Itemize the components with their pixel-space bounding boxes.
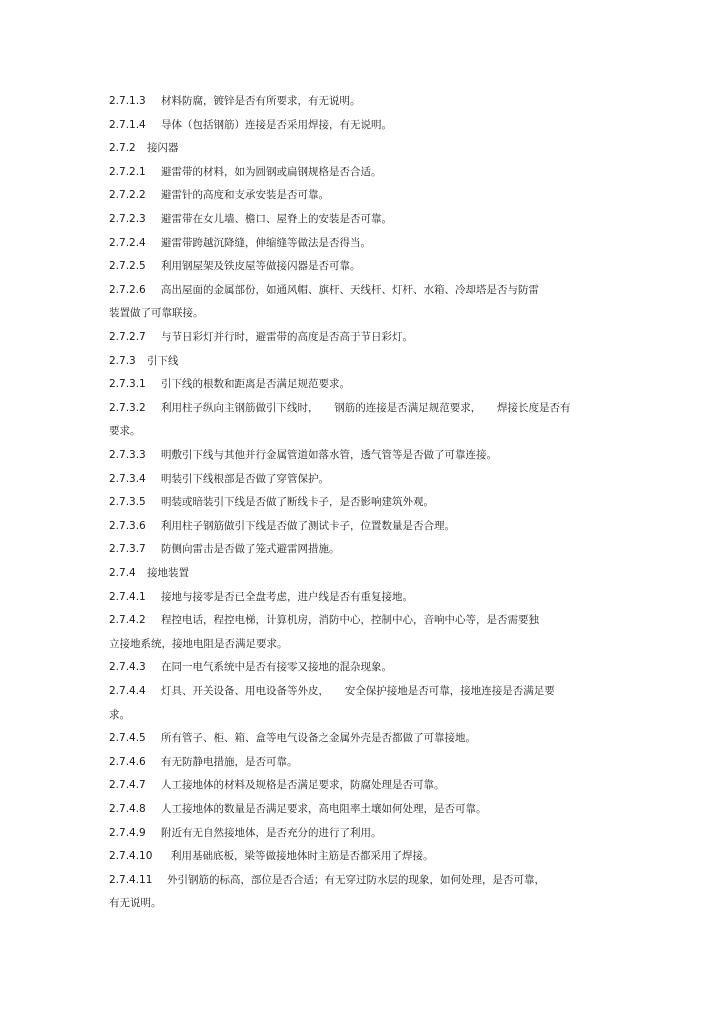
clause-number: 2.7.2.6: [109, 284, 146, 296]
clause-text: 材料防腐，镀锌是否有所要求，有无说明。: [161, 95, 361, 107]
clause-text: 与节日彩灯并行时，避雷带的高度是否高于节日彩灯。: [161, 331, 413, 343]
section-2-7-2: [109, 141, 609, 155]
clause-continuation: [109, 424, 609, 438]
clause-number: 2.7.4.11: [109, 874, 153, 886]
clause-number: 2.7.3.4: [109, 473, 146, 485]
clause-text: 外引钢筋的标高，部位是否合适；有无穿过防水层的现象，如何处理，是否可靠，: [167, 874, 545, 886]
section-2-7-3: [109, 354, 609, 368]
clause-text: 明装或暗装引下线是否做了断线卡子，是否影响建筑外观。: [161, 496, 434, 508]
clause-number: 2.7.4.8: [109, 803, 146, 815]
clause-number: 2.7.2.7: [109, 331, 146, 343]
clause-text: 利用基础底板，梁等做接地体时主筋是否都采用了焊接。: [171, 850, 434, 862]
clause-text: 导体（包括钢筋）连接是否采用焊接，有无说明。: [161, 119, 392, 131]
clause-text: 所有管子、柜、箱、盒等电气设备之金属外壳是否都做了可靠接地。: [161, 732, 476, 744]
section-title: 接地装置: [147, 567, 189, 579]
clause-text: 人工接地体的材料及规格是否满足要求，防腐处理是否可靠。: [161, 779, 445, 791]
clause-text: 人工接地体的数量是否满足要求，高电阻率土壤如何处理，是否可靠。: [161, 803, 487, 815]
clause-text: 接地与接零是否已全盘考虑，进户线是否有重复接地。: [161, 591, 413, 603]
clause-text: 灯具、开关设备、用电设备等外皮， 安全保护接地是否可靠，接地连接是否满足要: [161, 685, 555, 697]
clause-text: 求。: [109, 709, 130, 721]
section-title: 接闪器: [147, 142, 179, 154]
clause-text: 装置做了可靠联接。: [109, 307, 204, 319]
clause-number: 2.7.3.7: [109, 543, 146, 555]
clause-number: 2.7.1.4: [109, 119, 146, 131]
clause-number: 2.7.3.2: [109, 402, 146, 414]
clause-2-7-3-4: [109, 472, 609, 486]
clause-text: 避雷带在女儿墙、檐口、屋脊上的安装是否可靠。: [161, 213, 392, 225]
clause-number: 2.7.4.2: [109, 614, 146, 626]
clause-number: 2.7.2.5: [109, 260, 146, 272]
clause-number: 2.7.2.2: [109, 189, 146, 201]
clause-number: 2.7.2.3: [109, 213, 146, 225]
clause-2-7-4-3: [109, 660, 609, 674]
section-number: 2.7.2: [109, 142, 136, 154]
clause-number: 2.7.2.4: [109, 237, 146, 249]
clause-2-7-4-6: [109, 755, 609, 769]
clause-text: 立接地系统，接地电阻是否满足要求。: [109, 638, 288, 650]
clause-continuation: [109, 708, 609, 722]
clause-2-7-3-7: [109, 542, 609, 556]
clause-number: 2.7.4.4: [109, 685, 146, 697]
clause-2-7-1-4: [109, 118, 609, 132]
section-title: 引下线: [147, 355, 179, 367]
clause-2-7-4-9: [109, 826, 609, 840]
clause-text: 引下线的根数和距离是否满足规范要求。: [161, 378, 350, 390]
clause-2-7-2-1: [109, 165, 609, 179]
clause-2-7-2-5: [109, 259, 609, 273]
clause-text: 明装引下线根部是否做了穿管保护。: [161, 473, 329, 485]
clause-2-7-3-2: [109, 401, 609, 415]
clause-2-7-4-5: [109, 731, 609, 745]
clause-2-7-2-6: [109, 283, 609, 297]
clause-text: 在同一电气系统中是否有接零又接地的混杂现象。: [161, 661, 392, 673]
clause-text: 附近有无自然接地体，是否充分的进行了利用。: [161, 827, 382, 839]
clause-number: 2.7.3.5: [109, 496, 146, 508]
clause-number: 2.7.1.3: [109, 95, 146, 107]
clause-2-7-2-7: [109, 330, 609, 344]
clause-2-7-3-5: [109, 495, 609, 509]
clause-2-7-3-6: [109, 519, 609, 533]
clause-number: 2.7.3.3: [109, 449, 146, 461]
clause-2-7-4-11: [109, 873, 609, 887]
clause-2-7-4-4: [109, 684, 609, 698]
clause-continuation: [109, 306, 609, 320]
clause-text: 避雷带的材料，如为圆钢或扁钢规格是否合适。: [161, 166, 382, 178]
clause-text: 防侧向雷击是否做了笼式避雷网措施。: [161, 543, 340, 555]
clause-2-7-4-2: [109, 613, 609, 627]
clause-2-7-3-1: [109, 377, 609, 391]
section-2-7-4: [109, 566, 609, 580]
section-number: 2.7.3: [109, 355, 136, 367]
clause-text: 有无说明。: [109, 897, 162, 909]
clause-text: 避雷针的高度和支承安装是否可靠。: [161, 189, 329, 201]
clause-2-7-4-1: [109, 590, 609, 604]
clause-2-7-3-3: [109, 448, 609, 462]
clause-number: 2.7.4.10: [109, 850, 153, 862]
clause-2-7-2-3: [109, 212, 609, 226]
clause-text: 利用柱子钢筋做引下线是否做了测试卡子，位置数量是否合理。: [161, 520, 455, 532]
clause-2-7-4-7: [109, 778, 609, 792]
clause-2-7-4-10: [109, 849, 609, 863]
clause-text: 程控电话，程控电梯，计算机房，消防中心，控制中心，音响中心等，是否需要独: [161, 614, 539, 626]
clause-number: 2.7.3.6: [109, 520, 146, 532]
clause-number: 2.7.4.3: [109, 661, 146, 673]
clause-number: 2.7.4.6: [109, 756, 146, 768]
clause-text: 利用柱子纵向主钢筋做引下线时， 钢筋的连接是否满足规范要求， 焊接长度是否有: [161, 402, 571, 414]
clause-number: 2.7.2.1: [109, 166, 146, 178]
clause-number: 2.7.4.5: [109, 732, 146, 744]
clause-number: 2.7.3.1: [109, 378, 146, 390]
clause-text: 高出屋面的金属部份，如通风帽、旗杆、天线杆、灯杆、水箱、冷却塔是否与防雷: [161, 284, 539, 296]
clause-2-7-2-4: [109, 236, 609, 250]
clause-continuation: [109, 896, 609, 910]
clause-text: 要求。: [109, 425, 141, 437]
clause-continuation: [109, 637, 609, 651]
section-number: 2.7.4: [109, 567, 136, 579]
clause-text: 明敷引下线与其他并行金属管道如落水管，透气管等是否做了可靠连接。: [161, 449, 497, 461]
clause-number: 2.7.4.1: [109, 591, 146, 603]
clause-2-7-1-3: [109, 94, 609, 108]
clause-number: 2.7.4.7: [109, 779, 146, 791]
clause-text: 避雷带跨越沉降缝，伸缩缝等做法是否得当。: [161, 237, 371, 249]
clause-2-7-4-8: [109, 802, 609, 816]
clause-text: 利用钢屋架及铁皮屋等做接闪器是否可靠。: [161, 260, 361, 272]
clause-2-7-2-2: [109, 188, 609, 202]
clause-text: 有无防静电措施，是否可靠。: [161, 756, 298, 768]
clause-number: 2.7.4.9: [109, 827, 146, 839]
